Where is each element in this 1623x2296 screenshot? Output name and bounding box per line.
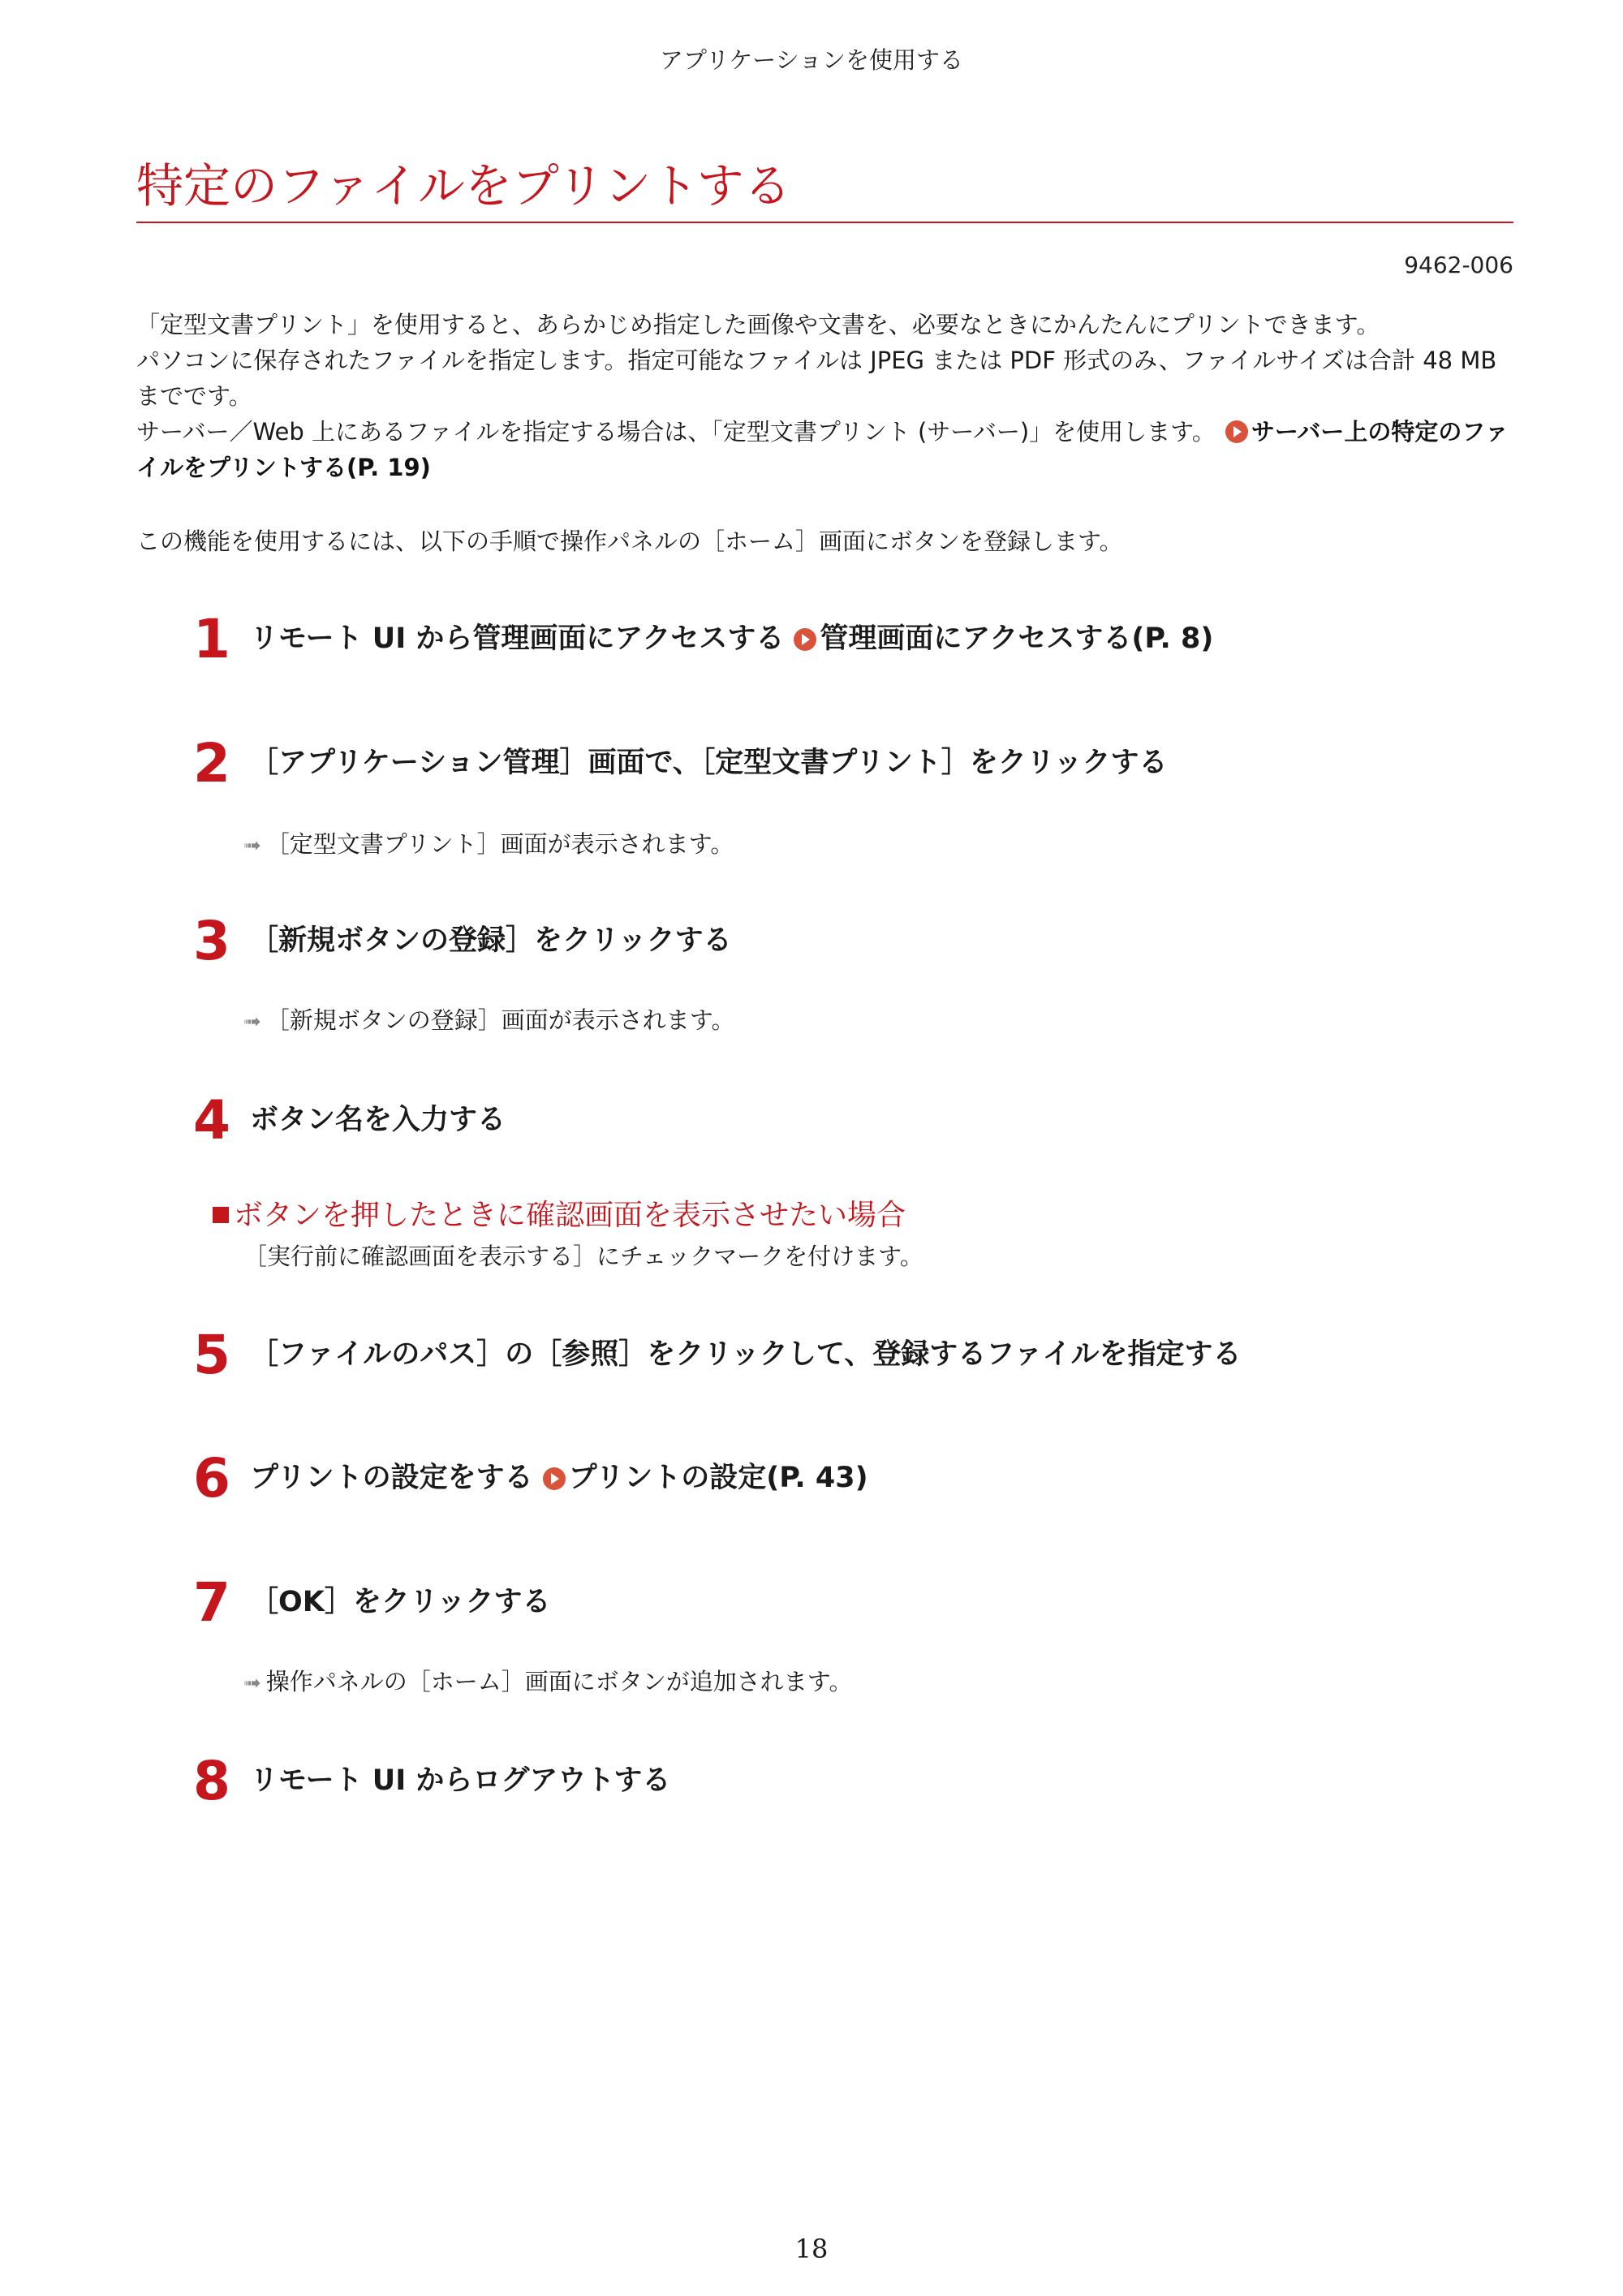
step-6 — [193, 1447, 1532, 1510]
arrow-circle-icon — [794, 628, 816, 651]
step-5-label: ［ファイルのパス］の［参照］をクリックして、登録するファイルを指定する — [250, 1338, 1242, 1371]
intro — [136, 307, 1513, 485]
arrow-circle-icon — [1225, 420, 1248, 443]
arrow-circle-icon — [543, 1467, 566, 1490]
title-block — [136, 158, 1513, 223]
step-8 — [193, 1750, 1532, 1812]
page-number: 18 — [794, 2234, 829, 2264]
step-number: 3 — [193, 910, 230, 972]
step-number: 4 — [193, 1089, 230, 1152]
step-7 — [193, 1571, 1532, 1634]
intro-paragraph-2: パソコンに保存されたファイルを指定します。指定可能なファイルは JPEG または PDF 形式のみ、ファイルサイズは合計 48 MB までです。 — [136, 347, 1497, 410]
step-7-label: ［OK］をクリックする — [250, 1586, 551, 1618]
step-number: 7 — [193, 1571, 230, 1634]
step-4-label: ボタン名を入力する — [250, 1104, 506, 1136]
intro-paragraph-3 — [136, 414, 1513, 485]
step-4-subheading-text: ボタンを押したときに確認画面を表示させたい場合 — [234, 1199, 906, 1232]
step-number: 1 — [193, 608, 230, 670]
step-number: 8 — [193, 1750, 230, 1812]
step-3-label: ［新規ボタンの登録］をクリックする — [250, 924, 732, 957]
step-7-result — [243, 1665, 852, 1699]
running-head: アプリケーションを使用する — [659, 46, 964, 74]
step-number: 2 — [193, 732, 230, 795]
result-arrow-icon: ➟ — [243, 1010, 261, 1034]
step-8-label: リモート UI からログアウトする — [250, 1764, 671, 1797]
step-2-label: ［アプリケーション管理］画面で、［定型文書プリント］をクリックする — [250, 747, 1168, 779]
step-5 — [193, 1324, 1532, 1386]
step-4 — [193, 1089, 1532, 1152]
step-7-result-text: 操作パネルの［ホーム］画面にボタンが追加されます。 — [265, 1668, 853, 1695]
intro-paragraph-3-text: サーバー／Web 上にあるファイルを指定する場合は、「定型文書プリント (サーバー)」を使用します。 — [136, 418, 1216, 446]
step-2-result — [243, 828, 734, 862]
step-3 — [193, 910, 1532, 972]
step-text — [250, 613, 1213, 657]
step-3-result — [243, 1004, 734, 1038]
document-code: 9462-006 — [1404, 252, 1513, 278]
step-number: 5 — [193, 1324, 230, 1386]
result-arrow-icon: ➟ — [243, 1671, 261, 1695]
step-2 — [193, 732, 1532, 795]
step-1-label: リモート UI から管理画面にアクセスする — [250, 622, 785, 655]
access-admin-link[interactable]: 管理画面にアクセスする(P. 8) — [820, 622, 1214, 655]
step-6-label: プリントの設定をする — [250, 1462, 533, 1494]
step-text — [250, 1452, 868, 1497]
result-arrow-icon: ➟ — [243, 834, 261, 858]
preface: この機能を使用するには、以下の手順で操作パネルの［ホーム］画面にボタンを登録します。 — [136, 528, 1123, 555]
page-title: 特定のファイルをプリントする — [136, 158, 791, 213]
step-1 — [193, 608, 1532, 670]
step-4-subheading — [213, 1197, 906, 1234]
intro-paragraph-1: 「定型文書プリント」を使用すると、あらかじめ指定した画像や文書を、必要なときにかんたんにプリントできます。 — [136, 311, 1380, 338]
print-settings-link[interactable]: プリントの設定(P. 43) — [568, 1462, 868, 1494]
step-4-subtext: ［実行前に確認画面を表示する］にチェックマークを付けます。 — [243, 1243, 923, 1270]
square-bullet-icon — [213, 1207, 229, 1223]
step-3-result-text: ［新規ボタンの登録］画面が表示されます。 — [265, 1006, 735, 1034]
server-file-print-link[interactable]: サーバー上の特定のファイルをプリントする(P. 19) — [136, 418, 1509, 481]
step-2-result-text: ［定型文書プリント］画面が表示されます。 — [265, 830, 734, 858]
step-number: 6 — [193, 1447, 230, 1510]
